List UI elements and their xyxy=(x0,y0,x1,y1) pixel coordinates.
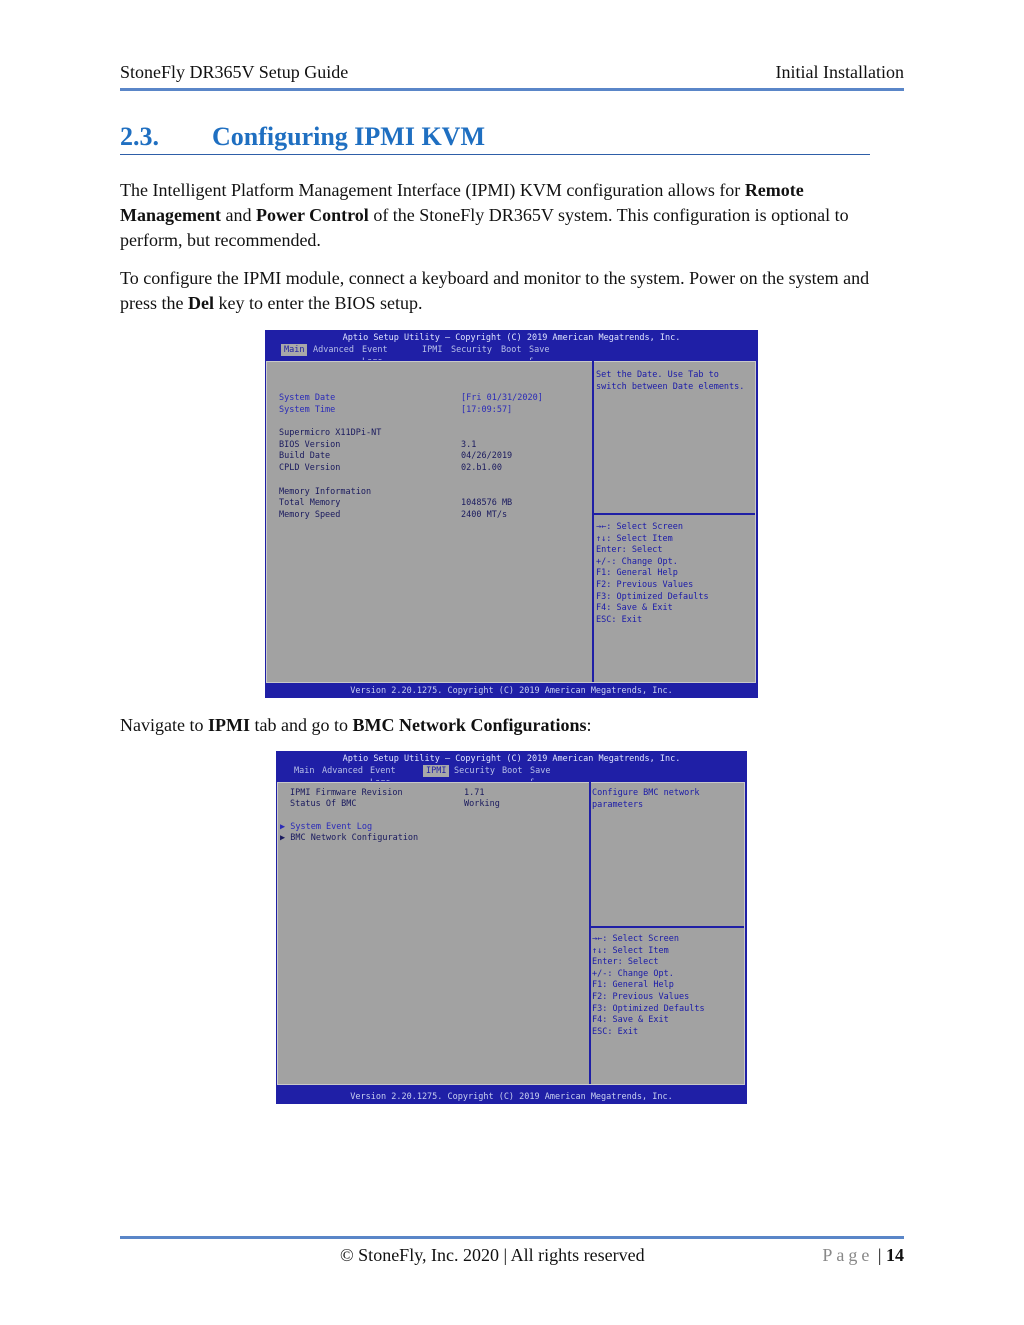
bios-tab-boot: Boot xyxy=(502,766,523,776)
bios-tab-boot: Boot xyxy=(501,345,522,355)
bios-tab-main: Main xyxy=(281,344,307,356)
bios-row-label: IPMI Firmware Revision xyxy=(290,788,403,798)
bios-row-label: Supermicro X11DPi-NT xyxy=(279,428,382,438)
bios-ipmi-screenshot xyxy=(276,751,747,1104)
bios-tab-save-exit: Save xyxy=(529,345,550,355)
bios-row-label: Memory Speed xyxy=(279,510,341,520)
bold-remote-management: Remote Management xyxy=(120,180,804,225)
page-header xyxy=(120,60,904,91)
header-doc-title: StoneFly DR365V Setup Guide xyxy=(120,62,349,82)
bios-instructions-paragraph xyxy=(120,266,900,316)
page-number xyxy=(822,1245,904,1266)
bios-divider xyxy=(592,361,594,682)
bios-title: Aptio Setup Utility – Copyright (C) 2019 American Megatrends, Inc. xyxy=(342,333,681,343)
bios-main-screenshot xyxy=(265,330,758,698)
text: : xyxy=(586,715,592,735)
bios-menu-bmc-network: ▶ BMC Network Configuration xyxy=(280,833,419,843)
bold-power-control: Power Control xyxy=(255,205,369,225)
page-word: Page xyxy=(822,1245,874,1265)
bios-footer: Version 2.20.1275. Copyright (C) 2019 American Megatrends, Inc. xyxy=(350,686,673,696)
bios-help-divider xyxy=(590,926,744,928)
bios-row-value: Working xyxy=(464,799,500,809)
bios-tab-advanced: Advanced xyxy=(313,345,354,355)
bios-row-value: 2400 MT/s xyxy=(461,510,508,520)
bios-title: Aptio Setup Utility – Copyright (C) 2019 American Megatrends, Inc. xyxy=(342,754,681,764)
bios-tab-save-exit: Save xyxy=(530,766,551,776)
bios-row-value: [17:09:57] xyxy=(461,405,513,415)
bios-row-value: 02.b1.00 xyxy=(461,463,502,473)
text: To configure the IPMI module, connect a keyboard and monitor to the system. Power on the system and press the xyxy=(120,268,870,313)
bios-key-help: →←: Select Screen ↑↓: Select Item Enter: Select +/-: Change Opt. F1: General Help F2: Previous Values F3: Optimized Defaults F4: Save & Exit ESC: Exit xyxy=(596,522,709,625)
page-separator: | xyxy=(873,1245,886,1265)
bios-row-label: BIOS Version xyxy=(279,440,341,450)
page-num: 14 xyxy=(886,1245,904,1265)
bios-tab-security: Security xyxy=(451,345,492,355)
bios-row-label: System Date xyxy=(279,393,336,403)
bold-ipmi: IPMI xyxy=(207,715,250,735)
navigate-paragraph xyxy=(120,713,900,738)
bios-key-help: →←: Select Screen ↑↓: Select Item Enter: Select +/-: Change Opt. F1: General Help F2: Previous Values F3: Optimized Defaults F4: Save & Exit ESC: Exit xyxy=(592,934,705,1037)
bios-row-value: 3.1 xyxy=(461,440,477,450)
bios-tab-main: Main xyxy=(294,766,315,776)
bold-del-key: Del xyxy=(187,293,214,313)
bios-help-text: Set the Date. Use Tab to switch between Date elements. xyxy=(596,370,745,392)
bios-tab-security: Security xyxy=(454,766,495,776)
bios-row-value: 1048576 MB xyxy=(461,498,513,508)
text: and xyxy=(220,205,256,225)
text: of the StoneFly DR365V system. This configuration is optional to perform, but recommended. xyxy=(120,205,849,250)
bios-tab-advanced: Advanced xyxy=(322,766,363,776)
bios-tab-event-logs: Event xyxy=(370,766,396,776)
text: tab and go to xyxy=(249,715,353,735)
bios-row-label: System Time xyxy=(279,405,336,415)
text: The Intelligent Platform Management Interface (IPMI) KVM configuration allows for xyxy=(120,180,745,200)
bios-menu-system-event-log: ▶ System Event Log xyxy=(280,822,373,832)
section-title: Configuring IPMI KVM xyxy=(212,122,485,151)
bios-row-value: 1.71 xyxy=(464,788,485,798)
bios-tab-ipmi: IPMI xyxy=(423,765,449,777)
bios-help-divider xyxy=(593,513,755,515)
text: Navigate to xyxy=(120,715,208,735)
section-number: 2.3. xyxy=(120,122,159,151)
bios-row-label: Memory Information xyxy=(279,487,372,497)
text: key to enter the BIOS setup. xyxy=(213,293,423,313)
page-footer xyxy=(120,1236,904,1265)
bios-divider xyxy=(589,782,591,1084)
bios-help-text: Configure BMC network parameters xyxy=(592,788,700,810)
header-chapter: Initial Installation xyxy=(775,62,904,82)
section-heading xyxy=(120,118,870,155)
bios-row-label: CPLD Version xyxy=(279,463,341,473)
bios-row-label: Status Of BMC xyxy=(290,799,357,809)
bios-row-label: Total Memory xyxy=(279,498,341,508)
bios-footer: Version 2.20.1275. Copyright (C) 2019 American Megatrends, Inc. xyxy=(350,1092,673,1102)
bios-row-label: Build Date xyxy=(279,451,331,461)
bios-row-value: 04/26/2019 xyxy=(461,451,513,461)
bold-bmc-network: BMC Network Configurations xyxy=(352,715,587,735)
bios-tab-event-logs: Event xyxy=(362,345,388,355)
intro-paragraph xyxy=(120,178,900,253)
bios-tab-ipmi: IPMI xyxy=(422,345,443,355)
copyright: © StoneFly, Inc. 2020 | All rights reserved xyxy=(340,1245,645,1265)
bios-row-value: [Fri 01/31/2020] xyxy=(461,393,543,403)
